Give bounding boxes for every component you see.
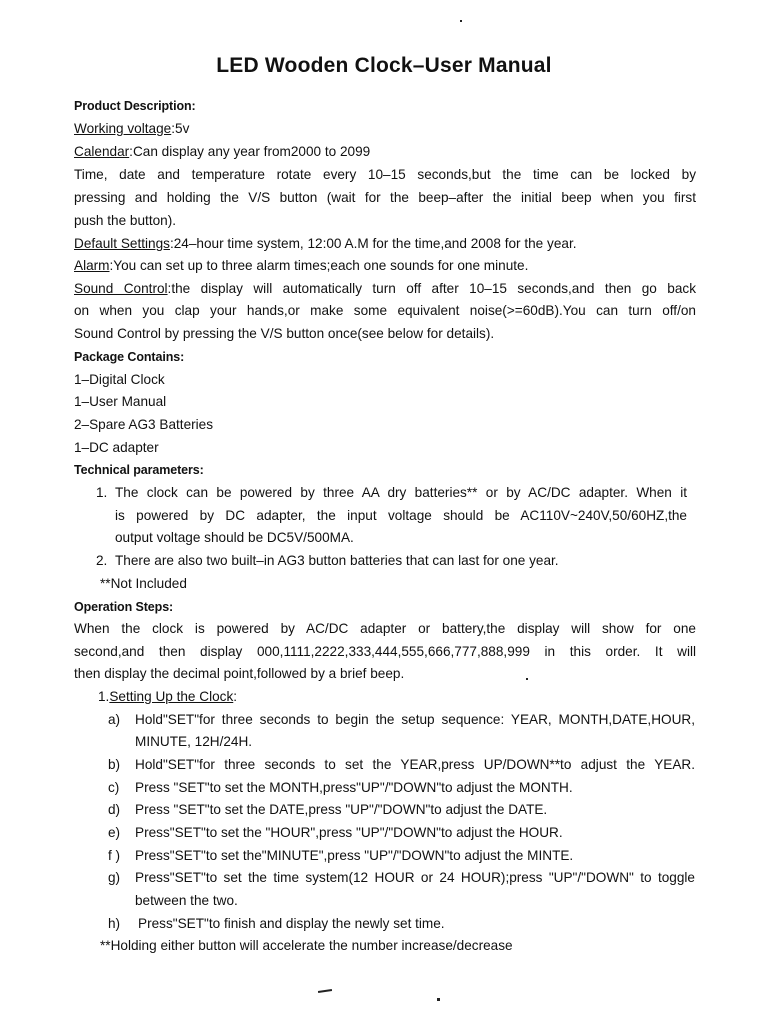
package-item: 2–Spare AG3 Batteries	[74, 417, 214, 432]
step-text: Press "SET"to set the DATE,press "UP"/"DOWN"to adjust the DATE.	[135, 802, 548, 817]
setup-heading	[98, 688, 720, 706]
section-heading-operation: Operation Steps:	[74, 600, 174, 614]
setup-colon: :	[233, 689, 238, 704]
calendar-value: :Can display any year from2000 to 2099	[129, 144, 371, 159]
setup-label: Setting Up the Clock	[109, 689, 234, 704]
alarm-value: :You can set up to three alarm times;each one sounds for one minute.	[109, 258, 529, 273]
step-label: a)	[108, 712, 121, 727]
rotate-text-line-1: Time, date and temperature rotate every 10–15 seconds,but the time can be locked by	[74, 167, 696, 182]
calendar-line	[74, 143, 696, 161]
sound-control-value: :the display will automatically turn off after 10–15 seconds,and then go back	[167, 281, 696, 296]
step-label: g)	[108, 870, 121, 885]
scan-speck	[318, 989, 332, 993]
not-included-note: **Not Included	[100, 576, 187, 591]
tech-item-1-line-1: The clock can be powered by three AA dry batteries** or by AC/DC adapter. When it	[115, 485, 687, 500]
step-text: MINUTE, 12H/24H.	[135, 734, 253, 749]
package-item: 1–User Manual	[74, 394, 167, 409]
calendar-label: Calendar	[74, 144, 130, 159]
sound-control-label: Sound Control	[74, 281, 168, 296]
section-heading-product: Product Description:	[74, 99, 196, 113]
operation-intro-line-3: then display the decimal point,followed by a brief beep.	[74, 666, 405, 681]
step-text: Press"SET"to finish and display the newly set time.	[138, 916, 445, 931]
step-label: c)	[108, 780, 120, 795]
rotate-text-line-2: pressing and holding the V/S button (wait for the beep–after the initial beep when you first	[74, 190, 696, 205]
step-label: b)	[108, 757, 121, 772]
page-title: LED Wooden Clock–User Manual	[216, 54, 552, 77]
setup-number: 1.	[98, 689, 110, 704]
operation-intro-line-2: second,and then display 000,1111,2222,333,444,555,666,777,888,999 in this order. It will	[74, 644, 696, 659]
package-item: 1–Digital Clock	[74, 372, 165, 387]
package-item: 1–DC adapter	[74, 440, 159, 455]
tech-item-1-line-3: output voltage should be DC5V/500MA.	[115, 530, 354, 545]
tech-item-number: 1.	[96, 485, 108, 500]
default-settings-label: Default Settings	[74, 236, 170, 251]
alarm-label: Alarm	[74, 258, 110, 273]
working-voltage-value: :5v	[171, 121, 190, 136]
operation-intro-line-1: When the clock is powered by AC/DC adapter or battery,the display will show for one	[74, 621, 696, 636]
scan-speck	[460, 20, 462, 22]
default-settings-line	[74, 235, 696, 253]
step-text: Press"SET"to set the time system(12 HOUR or 24 HOUR);press "UP"/"DOWN" to toggle	[135, 870, 695, 885]
default-settings-value: :24–hour time system, 12:00 A.M for the time,and 2008 for the year.	[169, 236, 577, 251]
alarm-line	[74, 257, 696, 275]
step-text: between the two.	[135, 893, 238, 908]
working-voltage-label: Working voltage	[74, 121, 172, 136]
step-label: f )	[108, 848, 121, 863]
working-voltage-line	[74, 120, 696, 138]
scan-speck	[437, 998, 440, 1001]
sound-control-line-2: on when you clap your hands,or make some equivalent noise(>=60dB).You can turn off/on	[74, 303, 696, 318]
footnote: **Holding either button will accelerate the number increase/decrease	[100, 938, 513, 953]
section-heading-technical: Technical parameters:	[74, 463, 204, 477]
step-text: Press "SET"to set the MONTH,press"UP"/"DOWN"to adjust the MONTH.	[135, 780, 573, 795]
rotate-text-line-3: push the button).	[74, 213, 177, 228]
section-heading-package: Package Contains:	[74, 350, 185, 364]
tech-item-2-line-1: There are also two built–in AG3 button batteries that can last for one year.	[115, 553, 559, 568]
step-text: Hold"SET"for three seconds to set the YEAR,press UP/DOWN**to adjust the YEAR.	[135, 757, 695, 772]
sound-control-line-3: Sound Control by pressing the V/S button once(see below for details).	[74, 326, 495, 341]
step-label: d)	[108, 802, 121, 817]
step-text: Press"SET"to set the "HOUR",press "UP"/"DOWN"to adjust the HOUR.	[135, 825, 563, 840]
scan-speck	[526, 678, 528, 680]
step-text: Press"SET"to set the"MINUTE",press "UP"/"DOWN"to adjust the MINTE.	[135, 848, 574, 863]
step-text: Hold"SET"for three seconds to begin the setup sequence: YEAR, MONTH,DATE,HOUR,	[135, 712, 695, 727]
tech-item-number: 2.	[96, 553, 108, 568]
tech-item-1-line-2: is powered by DC adapter, the input voltage should be AC110V~240V,50/60HZ,the	[115, 508, 687, 523]
step-label: h)	[108, 916, 121, 931]
step-label: e)	[108, 825, 121, 840]
sound-control-line	[74, 280, 696, 298]
